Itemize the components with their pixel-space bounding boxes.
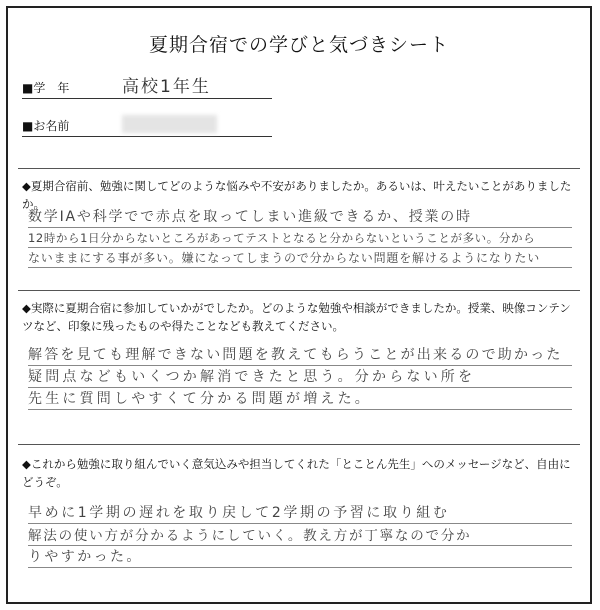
handwritten-answer: 解答を見ても理解できない問題を教えてもらうことが出来るので助かった [28,347,563,363]
grade-label: ■学 年 [22,81,70,95]
section-1 [18,168,580,279]
grade-field [22,70,272,99]
name-label: ■お名前 [22,119,70,133]
handwritten-answer: りやすかった。 [28,549,143,565]
section-2 [18,290,580,431]
handwritten-answer: 解法の使い方が分かるようにしていく。教え方が丁寧なので分か [28,528,472,544]
handwritten-answer: 先生に質問しやすくて分かる問題が増えた。 [28,391,372,407]
grade-value: 高校1年生 [122,77,211,97]
section-1-question: ◆夏期合宿前、勉強に関してどのような悩みや不安がありましたか。あるいは、叶えたいことがありましたか。 [22,179,572,211]
answer-line [28,369,572,388]
answer-line [28,549,572,568]
handwritten-answer: 数学IAや科学でで赤点を取ってしまい進級できるか、授業の時 [28,209,472,225]
answer-line [28,209,572,228]
section-3 [18,444,580,595]
handwritten-answer: 12時から1日分からないところがあってテストとなると分からないということが多い。分から [28,231,536,245]
handwritten-answer: 疑問点などもいくつか解消できたと思う。分からない所を [28,369,476,385]
worksheet [6,6,592,604]
answer-line [28,249,572,268]
answer-line [28,391,572,410]
redacted-name [122,115,217,133]
handwritten-answer: ないままにする事が多い。嫌になってしまうので分からない問題を解けるようになりたい [28,251,541,265]
handwritten-answer: 早めに1学期の遅れを取り戻して2学期の予習に取り組む [28,505,450,521]
section-3-question: ◆これから勉強に取り組んでいく意気込みや担当してくれた「とことん先生」へのメッセージなど、自由にどうぞ。 [22,457,571,489]
answer-line [28,527,572,546]
answer-line [28,347,572,366]
name-field [22,108,272,137]
section-2-question: ◆実際に夏期合宿に参加していかがでしたか。どのような勉強や相談ができましたか。授業、映像コンテンツなど、印象に残ったものや得たことなども教えてください。 [22,301,571,333]
answer-line [28,505,572,524]
answer-line [28,229,572,248]
sheet-title: 夏期合宿での学びと気づきシート [148,34,449,56]
